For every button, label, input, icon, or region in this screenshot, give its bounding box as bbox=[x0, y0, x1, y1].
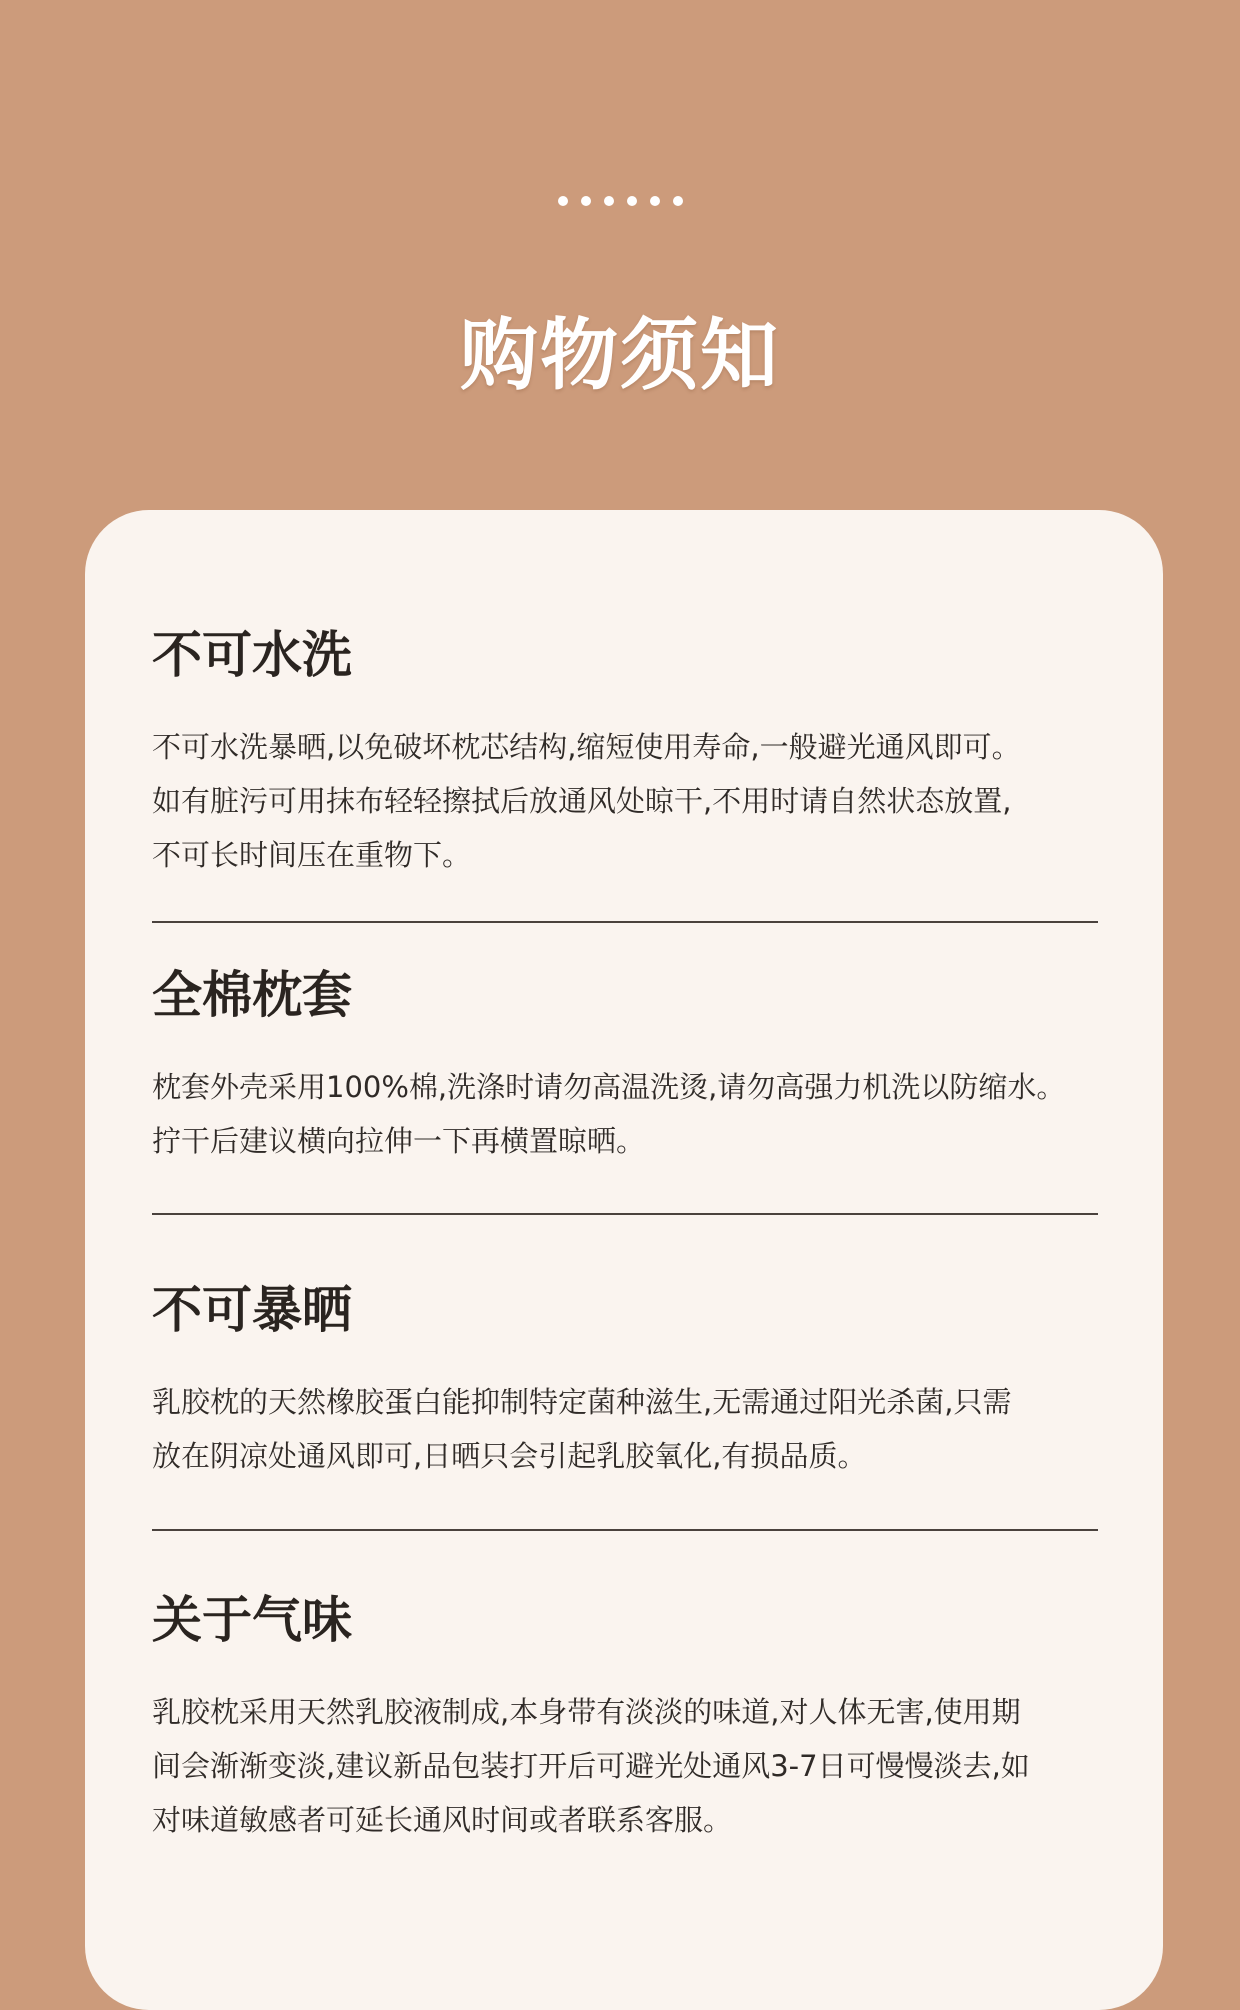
section-body: 枕套外壳采用100%棉,洗涤时请勿高温洗烫,请勿高强力机洗以防缩水。 拧干后建议横向拉伸一下再横置晾晒。 bbox=[152, 1070, 1066, 1158]
divider bbox=[152, 921, 1098, 923]
section-title: 全棉枕套 bbox=[152, 966, 352, 1024]
dot-icon bbox=[673, 196, 683, 206]
section-odor bbox=[152, 1591, 1100, 1847]
divider bbox=[152, 1529, 1098, 1531]
section-title: 关于气味 bbox=[152, 1591, 352, 1649]
page-title: 购物须知 bbox=[459, 311, 780, 401]
dot-icon bbox=[558, 196, 568, 206]
pagination-dots bbox=[0, 196, 1240, 206]
section-no-sun bbox=[152, 1281, 1100, 1483]
dot-icon bbox=[581, 196, 591, 206]
section-body: 乳胶枕采用天然乳胶液制成,本身带有淡淡的味道,对人体无害,使用期 间会渐渐变淡,建议新品包装打开后可避光处通风3-7日可慢慢淡去,如 对味道敏感者可延长通风时间或者联系客服。 bbox=[152, 1695, 1030, 1837]
divider bbox=[152, 1213, 1098, 1215]
section-cotton-cover bbox=[152, 966, 1100, 1168]
dot-icon bbox=[604, 196, 614, 206]
dot-icon bbox=[627, 196, 637, 206]
section-body: 乳胶枕的天然橡胶蛋白能抑制特定菌种滋生,无需通过阳光杀菌,只需 放在阴凉处通风即可,日晒只会引起乳胶氧化,有损品质。 bbox=[152, 1385, 1012, 1473]
notice-card bbox=[85, 510, 1163, 2010]
dot-icon bbox=[650, 196, 660, 206]
section-title: 不可暴晒 bbox=[152, 1281, 352, 1339]
section-no-wash bbox=[152, 626, 1100, 882]
section-body: 不可水洗暴晒,以免破坏枕芯结构,缩短使用寿命,一般避光通风即可。 如有脏污可用抹布轻轻擦拭后放通风处晾干,不用时请自然状态放置, 不可长时间压在重物下。 bbox=[152, 730, 1021, 872]
section-title: 不可水洗 bbox=[152, 626, 352, 684]
